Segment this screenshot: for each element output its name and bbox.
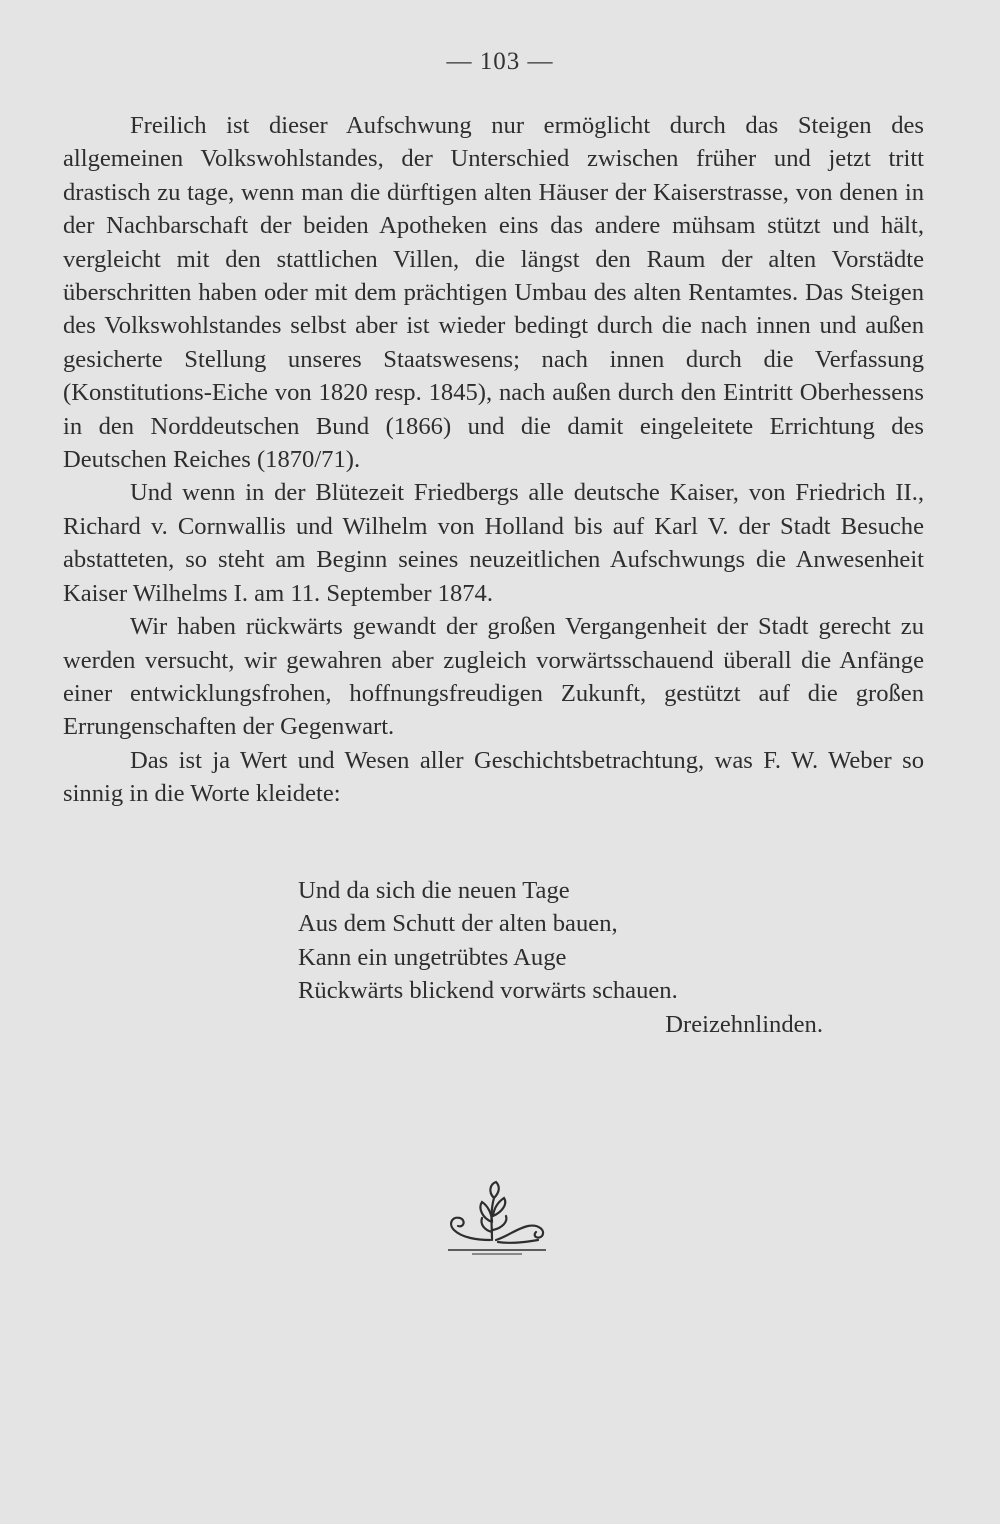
paragraph: Wir haben rückwärts gewandt der großen Vergangenheit der Stadt gerecht zu werden versucht, wir gewahren aber zugleich vorwärtsschauend überall die Anfänge einer entwicklungsfrohen, hoffnungsfreudigen Zukunft, gestützt auf die großen Errungenschaften der Gegenwart.: [63, 613, 924, 741]
poem-line: Aus dem Schutt der alten bauen,: [298, 910, 618, 938]
poem-line: Rückwärts blickend vorwärts schauen.: [298, 977, 678, 1005]
poem-line: Und da sich die neuen Tage: [298, 877, 570, 904]
poem-line: Kann ein ungetrübtes Auge: [298, 943, 567, 971]
page-number: — 103 —: [446, 48, 554, 75]
paragraph: Und wenn in der Blütezeit Friedbergs alle deutsche Kaiser, von Friedrich II., Richard v. Cornwallis und Wilhelm von Holland bis auf Karl V. der Stadt Besuche abstatteten, so steht am Beginn seines neuzeitlichen Aufschwungs die Anwesenheit Kaiser Wilhelms I. am 11. September 1874.: [63, 479, 924, 607]
body-text: [63, 109, 924, 811]
paragraph: Das ist ja Wert und Wesen aller Geschichtsbetrachtung, was F. W. Weber so sinnig in die Worte kleidete:: [63, 746, 924, 808]
poem-attribution: Dreizehnlinden.: [665, 1011, 823, 1038]
poem-quote: [298, 874, 678, 1008]
floral-vignette-icon: [442, 1178, 554, 1258]
paragraph: Freilich ist dieser Aufschwung nur ermöglicht durch das Steigen des allgemeinen Volkswohlstandes, der Unterschied zwischen früher und jetzt tritt drastisch zu tage, wenn man die dürftigen alten Häuser der Kaiserstrasse, von denen in der Nachbarschaft der beiden Apotheken eins das andere mühsam stützt und hält, vergleicht mit den stattlichen Villen, die längst den Raum der alten Vorstädte überschritten haben oder mit dem prächtigen Umbau des alten Rentamtes. Das Steigen des Volkswohlstandes selbst aber ist wieder bedingt durch die nach innen und außen gesicherte Stellung unseres Staatswesens; nach innen durch die Verfassung (Konstitutions-Eiche von 1820 resp. 1845), nach außen durch den Eintritt Oberhessens in den Norddeutschen Bund (1866) und die damit eingeleitete Errichtung des Deutschen Reiches (1870/71).: [63, 112, 924, 474]
